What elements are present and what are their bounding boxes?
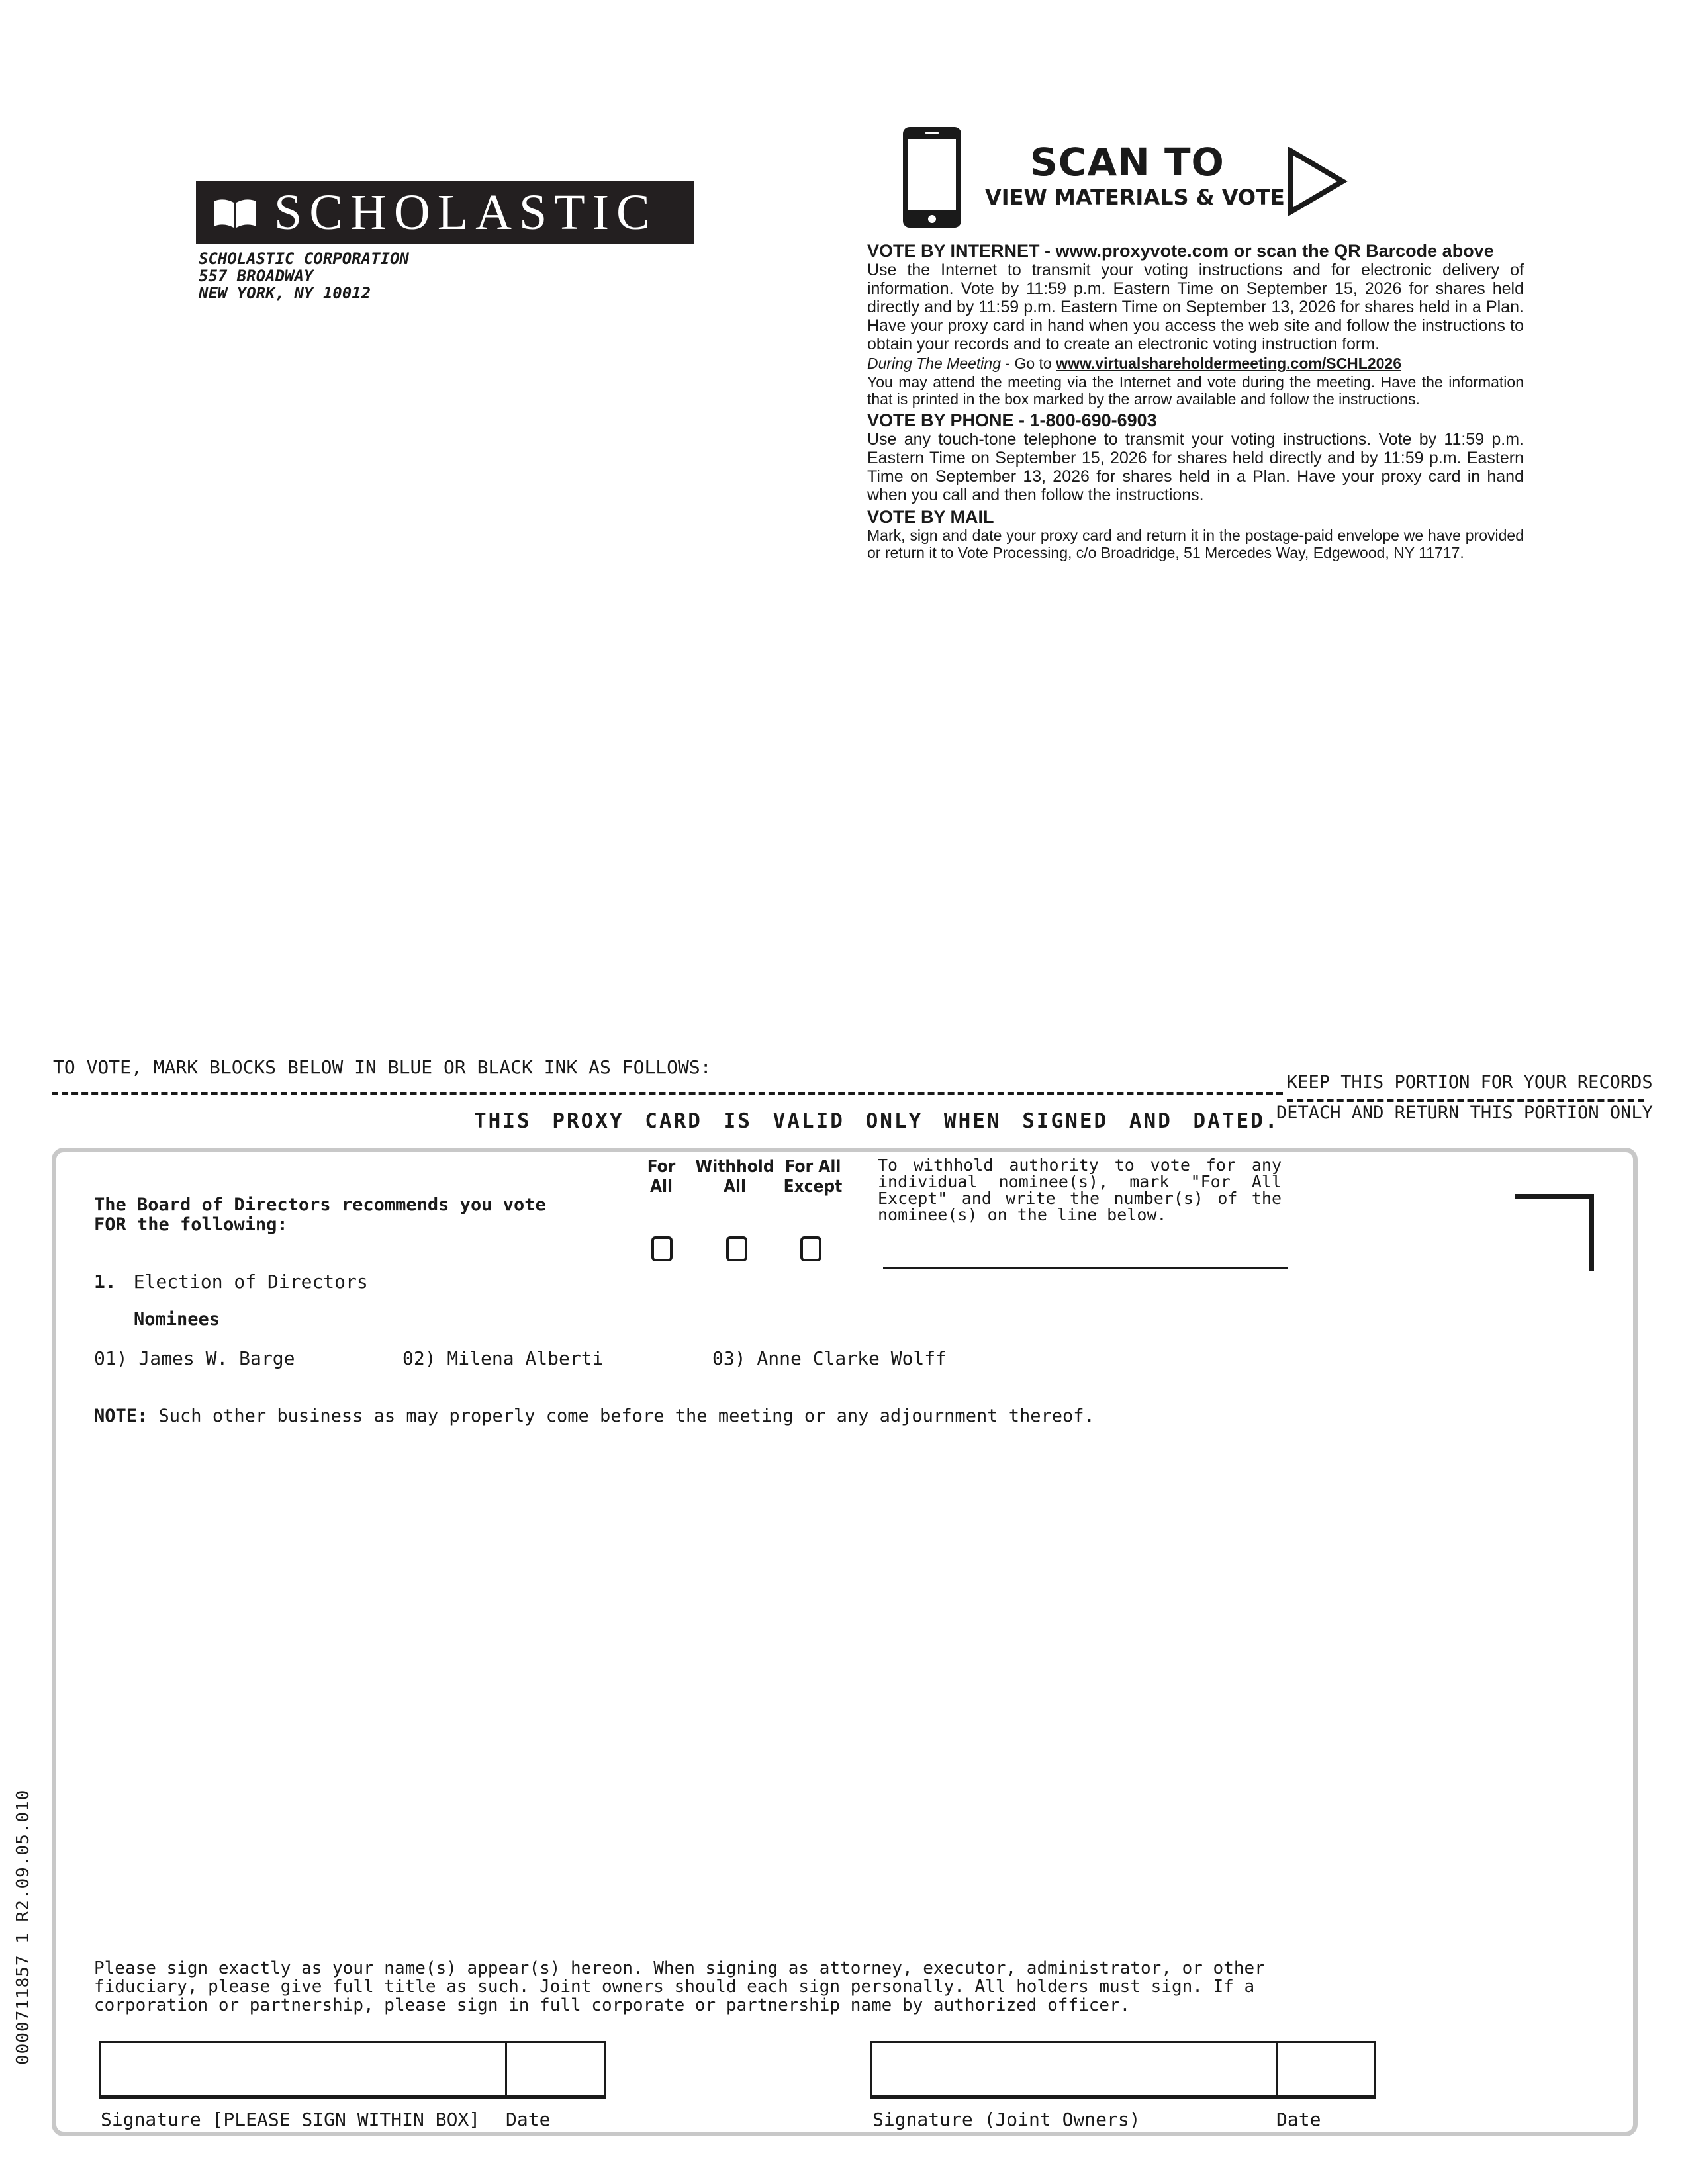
column-header-line: Withhold <box>695 1157 774 1177</box>
keep-portion-label: KEEP THIS PORTION FOR YOUR RECORDS <box>1287 1072 1653 1093</box>
column-header-line: Except <box>783 1177 843 1197</box>
proposal-label: Election of Directors <box>133 1271 368 1293</box>
phone-heading: VOTE BY PHONE - 1-800-690-6903 <box>867 410 1157 430</box>
validity-notice: THIS PROXY CARD IS VALID ONLY WHEN SIGNED AND DATED. <box>474 1109 1280 1133</box>
joint-signature-box[interactable] <box>870 2041 1278 2099</box>
internet-heading: VOTE BY INTERNET - www.proxyvote.com or scan the QR Barcode above <box>867 241 1494 261</box>
withhold-instructions: To withhold authority to vote for any individual nominee(s), mark "For All Except" and write the number(s) of the nominee(s) on the line below. <box>878 1156 1282 1224</box>
corner-registration-mark <box>1515 1194 1594 1271</box>
date-box[interactable] <box>505 2041 606 2099</box>
internet-body: Use the Internet to transmit your voting instructions and for electronic delivery of information. Vote by 11:59 p.m. Eastern Time on September 15, 2026 for shares held directly and by 11:59 p.m. Eastern Time on September 13, 2026 for shares held in a Plan. Have your proxy card in hand when you access the web site and follow the instructions to obtain your records and to create an electronic voting instruction form. <box>867 261 1524 353</box>
address-line: NEW YORK, NY 10012 <box>199 284 371 302</box>
for-all-except-checkbox[interactable] <box>800 1236 821 1261</box>
voting-instructions <box>867 238 1524 561</box>
joint-date-box[interactable] <box>1276 2041 1376 2099</box>
nominee-item: 03) Anne Clarke Wolff <box>712 1347 947 1369</box>
column-header-line: All <box>649 1177 673 1197</box>
phone-body: Use any touch-tone telephone to transmit your voting instructions. Vote by 11:59 p.m. Eastern Time on September 15, 2026 for shares held directly and by 11:59 p.m. Eastern Time on September 13, 2026 for shares held in a Plan. Have your proxy card in hand when you call and then follow the instructions. <box>867 430 1524 504</box>
note-label: NOTE: <box>94 1406 148 1426</box>
play-arrow-icon <box>1287 147 1348 216</box>
signing-instructions: Please sign exactly as your name(s) appear(s) hereon. When signing as attorney, executor, administrator, or other fiduciary, please give full title as such. Joint owners should each sign personally. All holders must sign. If a corporation or partnership, please sign in full corporate or partnership name by authorized officer. <box>94 1958 1265 2015</box>
column-header-line: For All <box>784 1157 841 1177</box>
mark-instructions: TO VOTE, MARK BLOCKS BELOW IN BLUE OR BLACK INK AS FOLLOWS: <box>53 1056 712 1078</box>
column-header-line: All <box>723 1177 747 1197</box>
date-label: Date <box>506 2109 551 2130</box>
company-address <box>199 250 409 302</box>
meeting-prefix: During The Meeting <box>867 355 1001 372</box>
logo-text: SCHOLASTIC <box>274 185 657 240</box>
meeting-body: You may attend the meeting via the Internet and vote during the meeting. Have the information that is printed in the box marked by the arrow available and follow the instructions. <box>867 373 1524 408</box>
mail-heading: VOTE BY MAIL <box>867 507 994 527</box>
nominee-exception-line[interactable] <box>883 1267 1288 1269</box>
note <box>94 1406 1095 1426</box>
note-text: Such other business as may properly come before the meeting or any adjournment thereof. <box>148 1406 1095 1426</box>
address-line: SCHOLASTIC CORPORATION <box>199 250 409 268</box>
meeting-goto: - Go to <box>1001 355 1056 372</box>
mail-body: Mark, sign and date your proxy card and return it in the postage-paid envelope we have provided or return it to Vote Processing, c/o Broadridge, 51 Mercedes Way, Edgewood, NY 11717. <box>867 527 1524 561</box>
scan-title: SCAN TO <box>1030 140 1225 185</box>
detach-dashed-line <box>52 1092 1283 1095</box>
joint-signature-label: Signature (Joint Owners) <box>872 2109 1141 2130</box>
column-header-withhold-all <box>695 1157 774 1197</box>
nominee-item: 02) Milena Alberti <box>402 1347 604 1369</box>
detach-dashed-line-right <box>1287 1099 1644 1102</box>
nominees-label: Nominees <box>134 1309 220 1330</box>
side-control-code: 0000711857_1 R2.09.05.010 <box>13 1789 33 2065</box>
meeting-line <box>867 353 1524 373</box>
for-all-checkbox[interactable] <box>651 1236 673 1261</box>
withhold-all-checkbox[interactable] <box>726 1236 747 1261</box>
return-portion-label: DETACH AND RETURN THIS PORTION ONLY <box>1276 1103 1653 1123</box>
address-line: 557 BROADWAY <box>199 267 314 285</box>
smartphone-icon <box>900 124 964 230</box>
proposal-number: 1. <box>94 1271 117 1293</box>
board-recommendation: The Board of Directors recommends you vote FOR the following: <box>94 1195 546 1235</box>
column-header-for-all-except <box>778 1157 847 1197</box>
nominee-item: 01) James W. Barge <box>94 1347 295 1369</box>
scholastic-logo <box>196 181 694 244</box>
joint-date-label: Date <box>1276 2109 1321 2130</box>
open-book-icon <box>212 196 258 229</box>
column-header-for-all <box>639 1157 683 1197</box>
meeting-url-link[interactable]: www.virtualshareholdermeeting.com/SCHL2026 <box>1056 355 1402 372</box>
proposal-item <box>94 1271 368 1293</box>
signature-label: Signature [PLEASE SIGN WITHIN BOX] <box>101 2109 481 2130</box>
column-header-line: For <box>647 1157 676 1177</box>
signature-box[interactable] <box>99 2041 507 2099</box>
scan-subtitle: VIEW MATERIALS & VOTE <box>985 185 1285 210</box>
